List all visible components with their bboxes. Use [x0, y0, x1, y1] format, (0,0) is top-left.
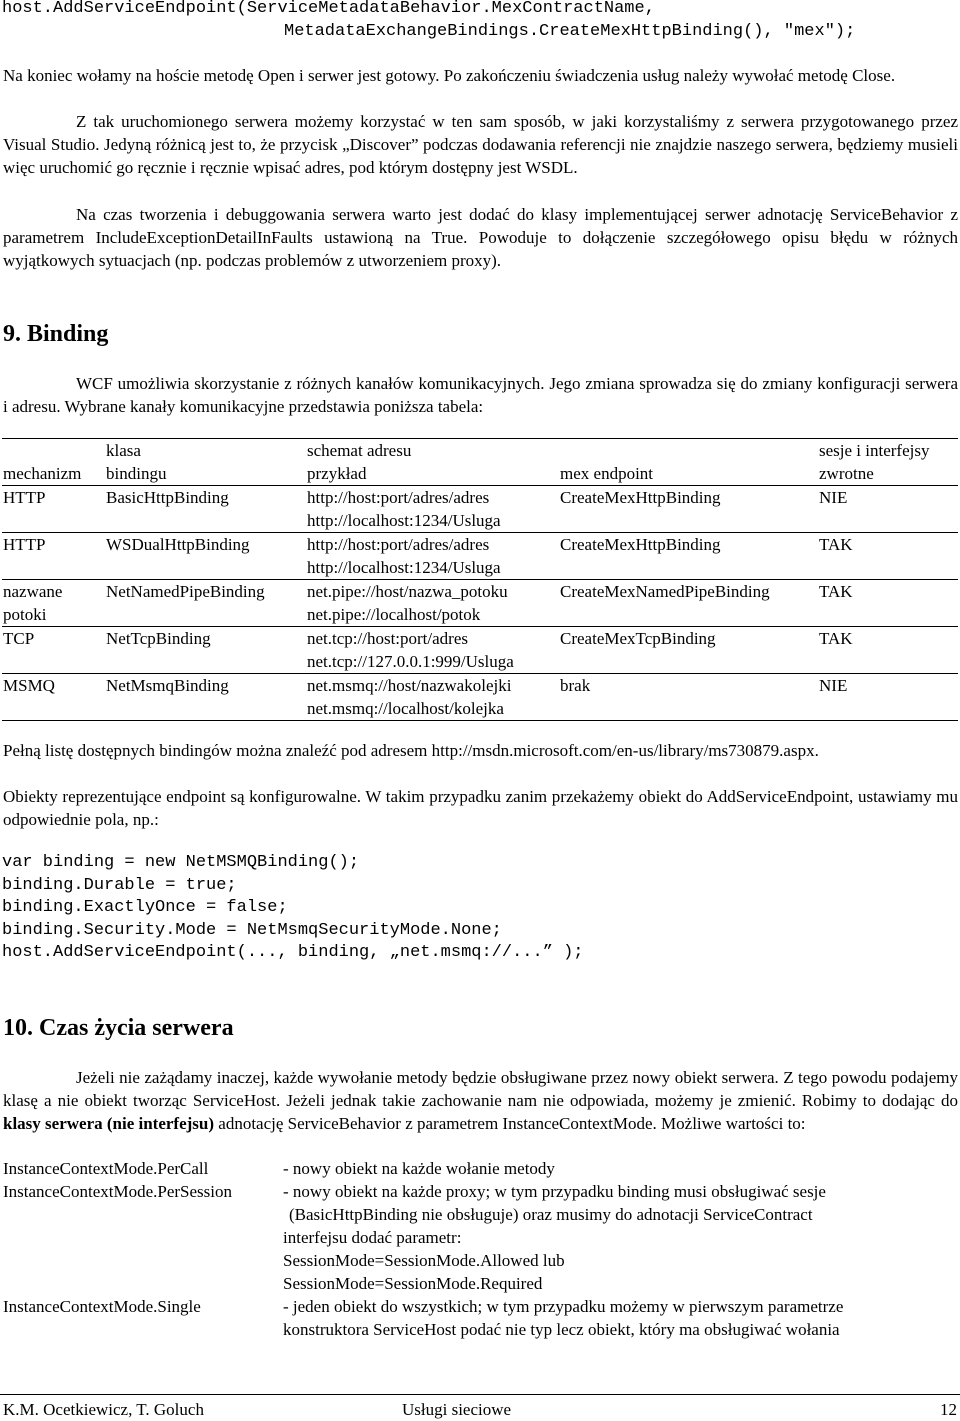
code-block-binding [2, 852, 584, 965]
table-row [2, 533, 958, 580]
emphasis-server-class: klasy serwera (nie interfejsu) [3, 1114, 215, 1133]
instance-modes-list [3, 1157, 958, 1341]
cell-schema: http://host:port/adres/adres http://localhost:1234/Usluga [306, 533, 559, 580]
code-snippet-top [2, 0, 958, 43]
cell-mechanism: HTTP [2, 533, 105, 580]
cell-mechanism: nazwane potoki [2, 580, 105, 627]
cell-sessions: NIE [818, 674, 958, 721]
cell-sessions: TAK [818, 580, 958, 627]
cell-mechanism: HTTP [2, 486, 105, 533]
cell-mex: CreateMexNamedPipeBinding [559, 580, 818, 627]
cell-binding: BasicHttpBinding [105, 486, 306, 533]
paragraph-endpoint-config: Obiekty reprezentujące endpoint są konfigurowalne. W takim przypadku zanim przekażemy obiekt do AddServiceEndpoint, ustawiamy mu odpowiednie pola, np.: [3, 787, 958, 829]
cell-binding: NetTcpBinding [105, 627, 306, 674]
cell-sessions: NIE [818, 486, 958, 533]
code-line: host.AddServiceEndpoint(..., binding, „net.msmq://...” ); [2, 943, 584, 963]
paragraph-lifetime: Jeżeli nie zażądamy inaczej, każde wywołanie metody będzie obsługiwane przez nowy obiekt serwera. Z tego powodu podajemy klasę a nie obiekt tworząc ServiceHost. Jeżeli jednak takie zachowanie nam nie odpowiada, możemy je zmienić. Robimy to dodając do klasy serwera (nie interfejsu) adnotację ServiceBehavior z parametrem InstanceContextMode. Możliwe wartości to: [3, 1068, 958, 1133]
mode-name: InstanceContextMode.Single [3, 1297, 201, 1316]
cell-schema: net.tcp://host:port/adres net.tcp://127.0.0.1:999/Usluga [306, 627, 559, 674]
header-binding-class: klasa bindingu [106, 441, 167, 483]
code-line: var binding = new NetMSMQBinding(); [2, 853, 360, 872]
paragraph-debugging: Na czas tworzenia i debuggowania serwera warto jest dodać do klasy implementującej serwer adnotację ServiceBehavior z parametrem IncludeExceptionDetailInFaults ustawioną na True. Powoduje to dołączenie szczegółowego opisu błędu w różnych wyjątkowych sytuacjach (np. podczas problemów z utworzeniem proxy). [3, 205, 958, 270]
table-header-row [2, 439, 958, 486]
footer-page-number: 12 [940, 1400, 957, 1419]
table-row [2, 486, 958, 533]
cell-mex: CreateMexHttpBinding [559, 486, 818, 533]
table-row [2, 674, 958, 721]
cell-mex: CreateMexTcpBinding [559, 627, 818, 674]
cell-schema: http://host:port/adres/adres http://localhost:1234/Usluga [306, 486, 559, 533]
code-line: MetadataExchangeBindings.CreateMexHttpBinding(), "mex"); [284, 21, 856, 41]
cell-binding: WSDualHttpBinding [105, 533, 306, 580]
cell-mechanism: TCP [2, 627, 105, 674]
code-line: binding.Durable = true; [2, 875, 237, 895]
code-line: binding.Security.Mode = NetMsmqSecurityMode.None; [2, 920, 502, 940]
binding-table [2, 438, 958, 721]
mode-description: - nowy obiekt na każde proxy; w tym przypadku binding musi obsługiwać sesje (BasicHttpBinding nie obsługuje) oraz musimy do adnotacji ServiceContract interfejsu dodać parametr: SessionMode=SessionMode.Allowed lub SessionMode=SessionMode.Required [283, 1182, 826, 1293]
code-line: host.AddServiceEndpoint(ServiceMetadataBehavior.MexContractName, [2, 0, 655, 18]
header-mechanism: mechanizm [3, 464, 82, 483]
footer-title: Usługi sieciowe [402, 1400, 512, 1419]
header-address-schema: schemat adresu przykład [307, 441, 412, 483]
header-sessions: sesje i interfejsy zwrotne [819, 441, 930, 483]
cell-binding: NetNamedPipeBinding [105, 580, 306, 627]
cell-schema: net.pipe://host/nazwa_potoku net.pipe://localhost/potok [306, 580, 559, 627]
table-row [2, 580, 958, 627]
section-heading-binding: 9. Binding [3, 321, 109, 347]
paragraph-open-close: Na koniec wołamy na hoście metodę Open i serwer jest gotowy. Po zakończeniu świadczenia usług należy wywołać metodę Close. [3, 66, 896, 85]
code-line: binding.ExactlyOnce = false; [2, 898, 288, 918]
cell-binding: NetMsmqBinding [105, 674, 306, 721]
mode-name: InstanceContextMode.PerCall [3, 1159, 209, 1178]
table-row [2, 627, 958, 674]
list-item [3, 1180, 958, 1295]
footer-authors: K.M. Ocetkiewicz, T. Goluch [3, 1400, 204, 1419]
cell-mex: brak [559, 674, 818, 721]
cell-mex: CreateMexHttpBinding [559, 533, 818, 580]
mode-name: InstanceContextMode.PerSession [3, 1182, 232, 1201]
cell-mechanism: MSMQ [2, 674, 105, 721]
footer-rule [0, 1394, 960, 1395]
cell-sessions: TAK [818, 627, 958, 674]
section-heading-lifetime: 10. Czas życia serwera [3, 1015, 234, 1041]
paragraph-discover: Z tak uruchomionego serwera możemy korzystać w ten sam sposób, w jaki korzystaliśmy z serwera przygotowanego przez Visual Studio. Jedyną różnicą jest to, że przycisk „Discover” podczas dodawania referencji nie znajdzie naszego serwera, będziemy musieli więc uruchomić go ręcznie i ręcznie wpisać adres, pod którym dostępny jest WSDL. [3, 112, 958, 177]
cell-sessions: TAK [818, 533, 958, 580]
list-item [3, 1157, 958, 1180]
mode-description: - jeden obiekt do wszystkich; w tym przypadku możemy w pierwszym parametrze konstruktora ServiceHost podać nie typ lecz obiekt, który ma obsługiwać wołania [283, 1297, 844, 1339]
paragraph-binding-intro: WCF umożliwia skorzystanie z różnych kanałów komunikacyjnych. Jego zmiana sprowadza się do zmiany konfiguracji serwera i adresu. Wybrane kanały komunikacyjne przedstawia poniższa tabela: [3, 374, 958, 416]
header-mex-endpoint: mex endpoint [560, 464, 654, 483]
list-item [3, 1295, 958, 1341]
cell-schema: net.msmq://host/nazwakolejki net.msmq://localhost/kolejka [306, 674, 559, 721]
mode-description: - nowy obiekt na każde wołanie metody [283, 1159, 555, 1178]
paragraph-msdn-link: Pełną listę dostępnych bindingów można znaleźć pod adresem http://msdn.microsoft.com/en-us/library/ms730879.aspx. [3, 741, 819, 760]
